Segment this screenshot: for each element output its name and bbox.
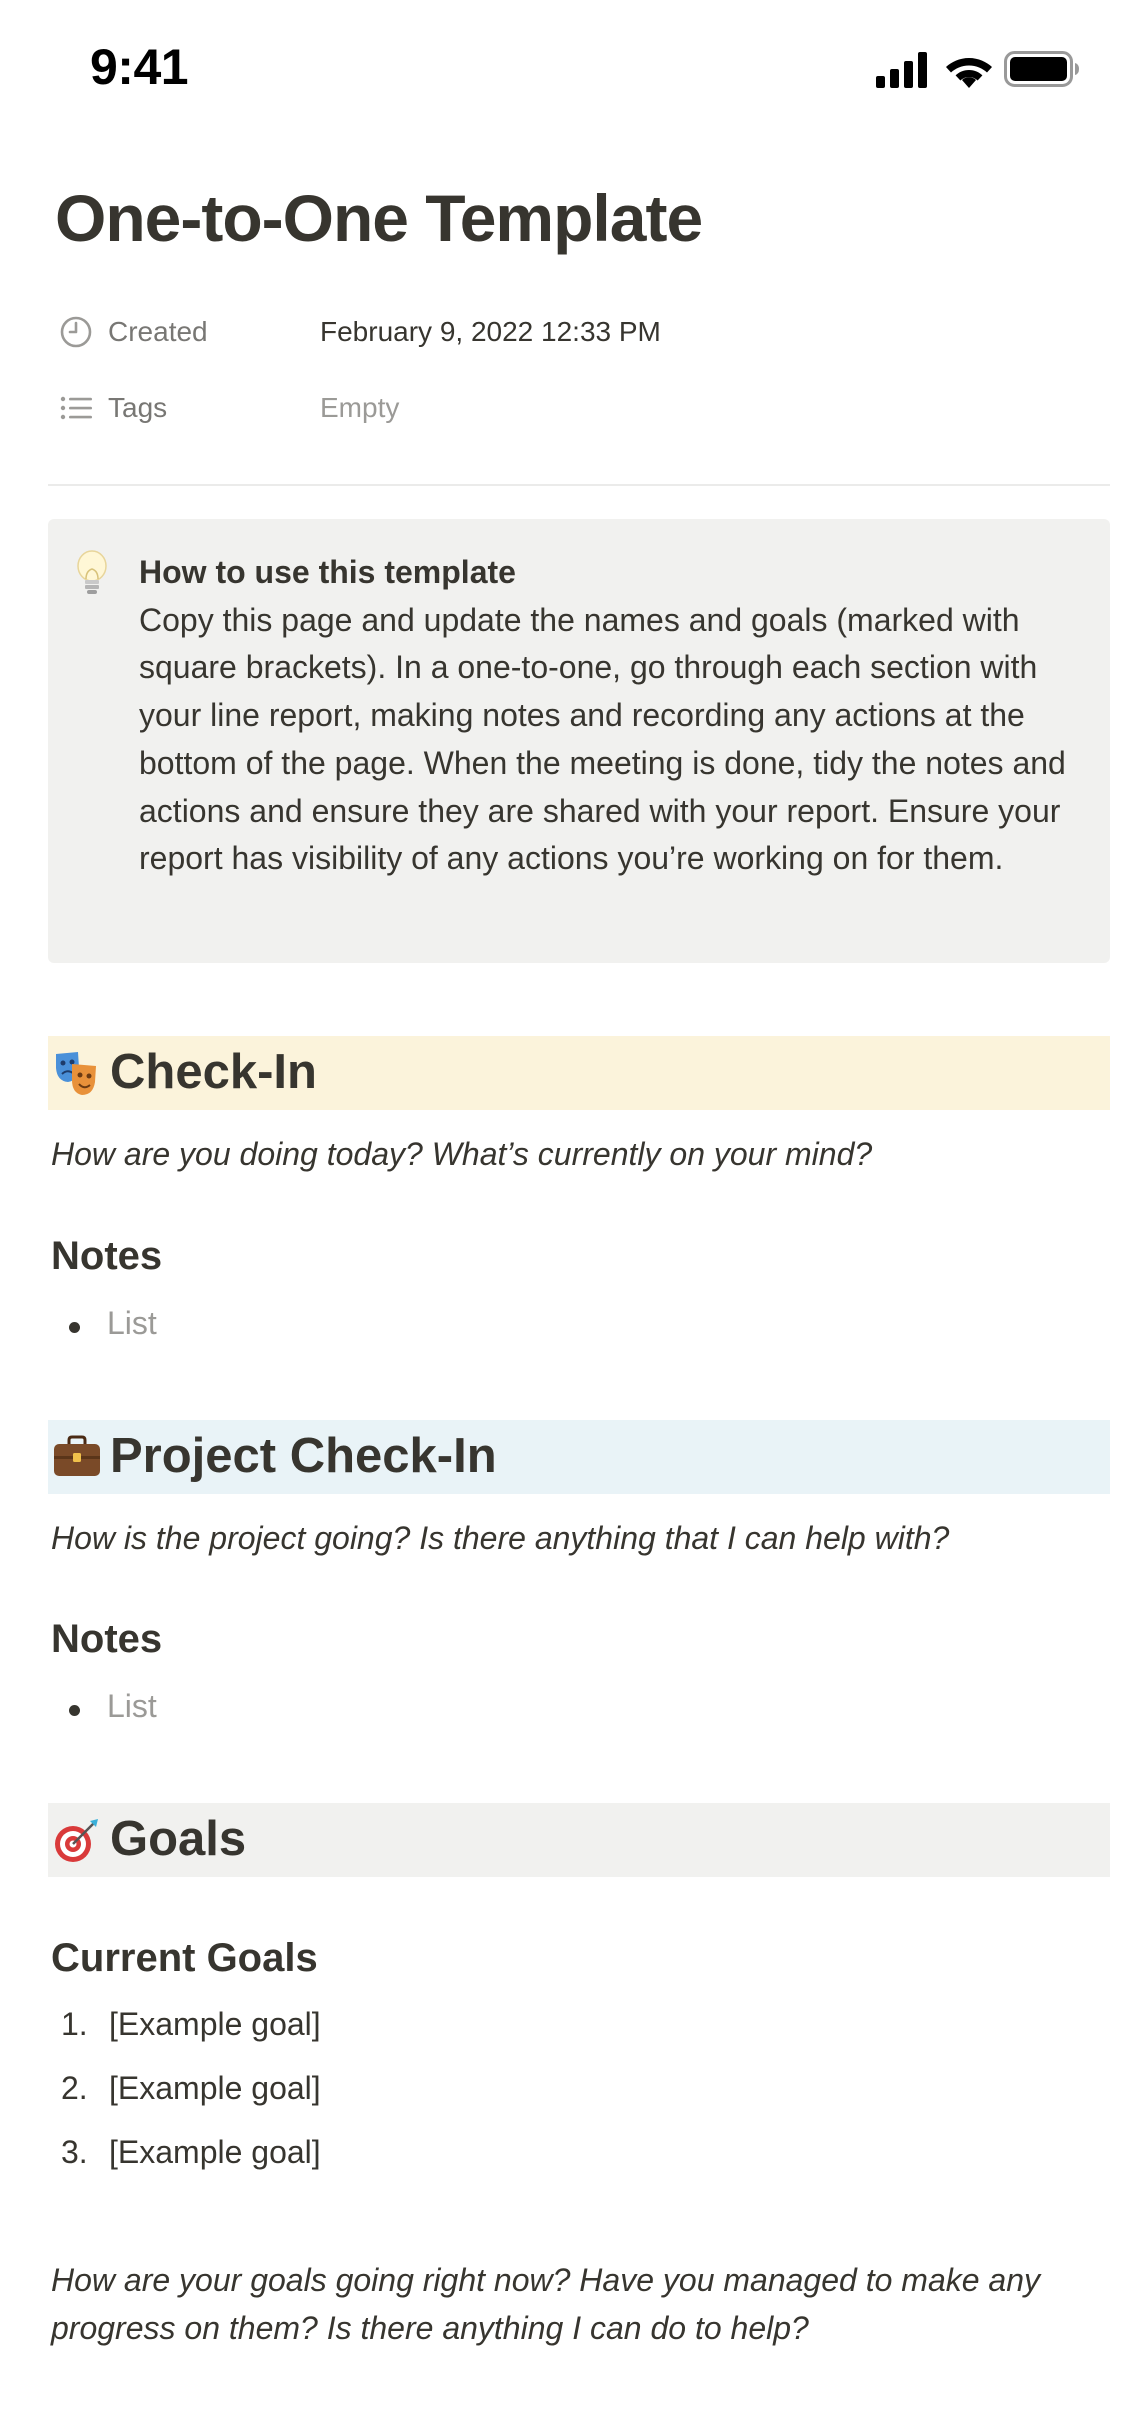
property-tags[interactable] [58,384,1108,434]
notes-heading: Notes [51,1234,163,1278]
list-number: 1. [61,2006,88,2042]
lightbulb-icon [74,549,110,599]
list-number: 3. [61,2134,88,2170]
check-in-prompt: How are you doing today? What’s currently on your mind? [51,1136,873,1172]
divider [48,484,1110,486]
list-icon [58,390,94,426]
status-bar [0,0,1125,132]
status-time: 9:41 [90,39,189,95]
briefcase-icon [52,1432,102,1482]
dart-target-icon [52,1815,102,1865]
current-goals-heading: Current Goals [51,1936,318,1980]
goal-text: [Example goal] [109,2134,321,2170]
section-project-check-in[interactable] [48,1420,1110,1494]
section-title: Check-In [110,1045,317,1099]
goals-prompt: How are your goals going right now? Have you managed to make any progress on them? Is there anything I can do to help? [51,2262,1041,2346]
list-item[interactable] [51,1301,651,1351]
property-value[interactable]: Empty [320,392,400,423]
property-label: Tags [108,392,168,423]
list-number: 2. [61,2070,88,2106]
property-value: February 9, 2022 12:33 PM [320,316,661,347]
notes-heading: Notes [51,1617,163,1661]
project-check-in-prompt: How is the project going? Is there anything that I can help with? [51,1520,950,1556]
section-title: Goals [110,1812,247,1866]
wifi-icon [944,50,994,88]
list-item-placeholder: List [107,1688,157,1724]
list-item-placeholder: List [107,1305,157,1341]
callout-text [139,549,1089,883]
performing-arts-masks-icon [52,1048,102,1098]
bullet-icon [69,1705,80,1716]
page-title[interactable]: One-to-One Template [55,181,703,255]
callout-heading: How to use this template [139,554,516,590]
goal-item[interactable] [51,2066,651,2116]
section-check-in[interactable] [48,1036,1110,1110]
goal-item[interactable] [51,2130,651,2180]
bullet-icon [69,1322,80,1333]
callout[interactable] [48,519,1110,963]
cellular-signal-icon [876,52,930,88]
goal-text: [Example goal] [109,2070,321,2106]
list-item[interactable] [51,1684,651,1734]
property-label: Created [108,316,208,347]
goal-text: [Example goal] [109,2006,321,2042]
section-goals[interactable] [48,1803,1110,1877]
property-created[interactable] [58,308,1108,358]
section-title: Project Check-In [110,1429,497,1483]
clock-icon [58,314,94,350]
goal-item[interactable] [51,2002,651,2052]
battery-icon [1004,51,1080,87]
callout-body: Copy this page and update the names and goals (marked with square brackets). In a one-to-one, go through each section with your line report, making notes and recording any actions at the bottom of the page. When the meeting is done, tidy the notes and actions and ensure they are shared with your report. Ensure your report has visibility of any actions you’re working on for them. [139,601,1066,877]
